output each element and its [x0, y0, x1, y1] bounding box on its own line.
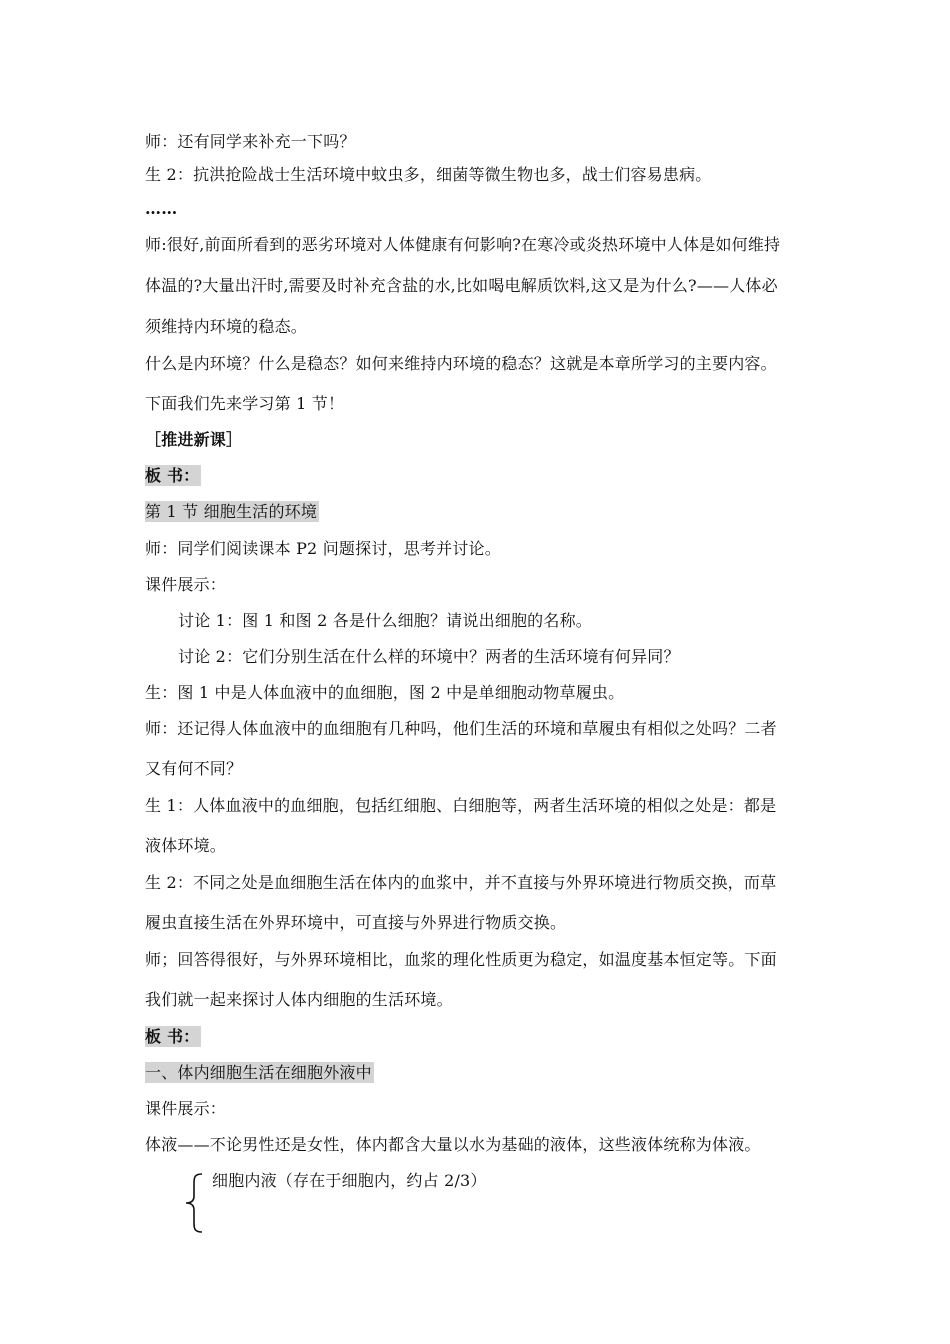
paragraph: 课件展示：	[145, 1099, 227, 1118]
board-label: 板 书：	[145, 466, 200, 485]
paragraph: 生 2：不同之处是血细胞生活在体内的血浆中，并不直接与外界环境进行物质交换，而草	[145, 873, 777, 892]
paragraph: 体液——不论男性还是女性，体内都含大量以水为基础的液体，这些液体统称为体液。	[145, 1135, 761, 1154]
paragraph: 课件展示：	[145, 575, 227, 594]
paragraph: 师；回答得很好，与外界环境相比，血浆的理化性质更为稳定，如温度基本恒定等。下面	[145, 950, 777, 969]
ellipsis: ……	[145, 199, 178, 218]
curly-brace-icon	[182, 1172, 206, 1234]
paragraph: 履虫直接生活在外界环境中，可直接与外界进行物质交换。	[145, 913, 567, 932]
paragraph: 须维持内环境的稳态。	[145, 317, 308, 336]
paragraph: 什么是内环境？什么是稳态？如何来维持内环境的稳态？这就是本章所学习的主要内容。	[145, 354, 777, 373]
discussion-item: 讨论 2：它们分别生活在什么样的环境中？两者的生活环境有何异同？	[178, 647, 680, 666]
section-heading: ［推进新课］	[145, 430, 243, 449]
paragraph: 师：还记得人体血液中的血细胞有几种吗，他们生活的环境和草履虫有相似之处吗？二者	[145, 719, 777, 738]
paragraph: 液体环境。	[145, 836, 227, 855]
paragraph: 下面我们先来学习第 1 节！	[145, 394, 345, 413]
discussion-item: 讨论 1：图 1 和图 2 各是什么细胞？请说出细胞的名称。	[178, 611, 592, 630]
paragraph: 生：图 1 中是人体血液中的血细胞，图 2 中是单细胞动物草履虫。	[145, 683, 625, 702]
classification-item: 细胞内液（存在于细胞内，约占 2/3）	[212, 1171, 487, 1190]
paragraph: 师:很好,前面所看到的恶劣环境对人体健康有何影响?在寒冷或炎热环境中人体是如何维持	[145, 235, 781, 254]
paragraph: 师：同学们阅读课本 P2 问题探讨，思考并讨论。	[145, 539, 501, 558]
paragraph: 又有何不同？	[145, 759, 243, 778]
paragraph: 师：还有同学来补充一下吗？	[145, 132, 356, 151]
paragraph: 生 1：人体血液中的血细胞，包括红细胞、白细胞等，两者生活环境的相似之处是：都是	[145, 796, 777, 815]
section-title: 第 1 节 细胞生活的环境	[145, 502, 318, 521]
section-title: 一、体内细胞生活在细胞外液中	[145, 1063, 372, 1082]
paragraph: 我们就一起来探讨人体内细胞的生活环境。	[145, 990, 453, 1009]
paragraph: 体温的?大量出汗时,需要及时补充含盐的水,比如喝电解质饮料,这又是为什么?——人体必	[145, 276, 778, 295]
board-label: 板 书：	[145, 1027, 200, 1046]
paragraph: 生 2：抗洪抢险战士生活环境中蚊虫多，细菌等微生物也多，战士们容易患病。	[145, 165, 712, 184]
